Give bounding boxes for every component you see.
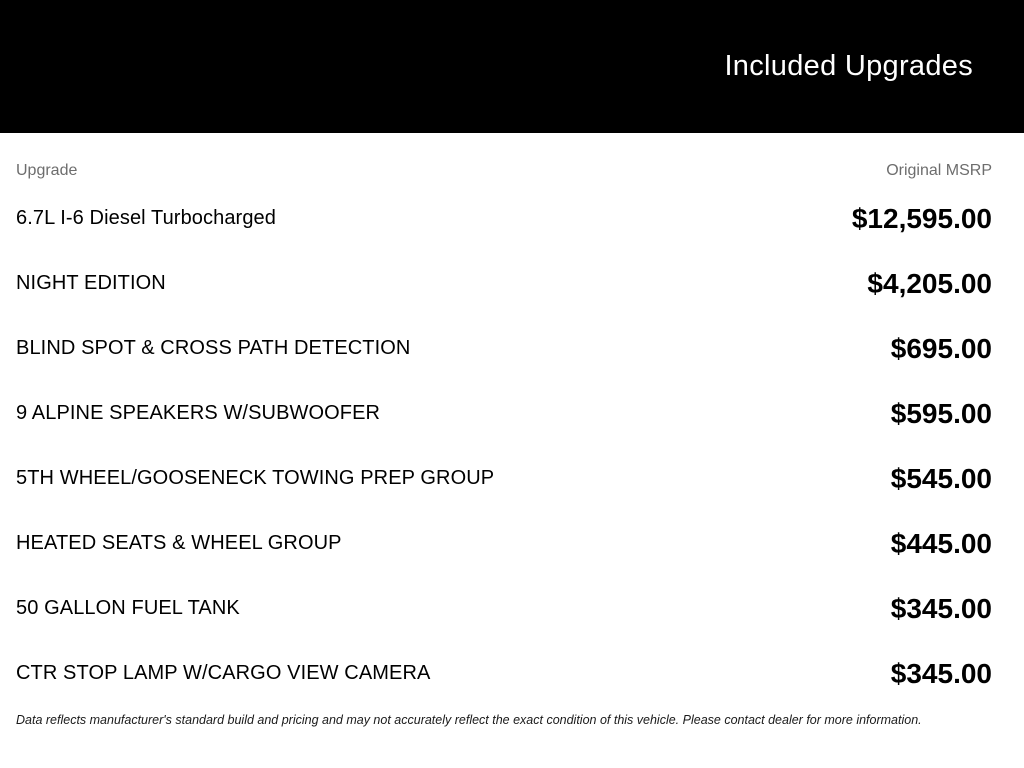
upgrades-list <box>16 186 992 706</box>
upgrade-name: 50 GALLON FUEL TANK <box>16 597 240 619</box>
upgrade-price: $4,205.00 <box>867 267 992 299</box>
upgrade-price: $445.00 <box>890 527 992 559</box>
column-header-upgrade: Upgrade <box>16 162 78 179</box>
upgrade-name: 9 ALPINE SPEAKERS W/SUBWOOFER <box>16 402 381 424</box>
header-bar <box>0 0 1024 133</box>
upgrade-price: $345.00 <box>890 592 992 624</box>
upgrade-row <box>16 316 992 381</box>
upgrade-row <box>16 576 992 641</box>
disclaimer-text: Data reflects manufacturer's standard build and pricing and may not accurately reflect the exact condition of this vehicle. Please contact dealer for more information. <box>16 713 922 727</box>
upgrades-panel <box>0 162 1024 727</box>
upgrade-row <box>16 251 992 316</box>
column-header-msrp: Original MSRP <box>886 162 992 179</box>
upgrade-name: BLIND SPOT & CROSS PATH DETECTION <box>16 337 411 359</box>
upgrade-price: $345.00 <box>890 657 992 689</box>
upgrade-name: HEATED SEATS & WHEEL GROUP <box>16 532 342 554</box>
upgrade-row <box>16 511 992 576</box>
upgrade-price: $12,595.00 <box>851 202 992 234</box>
upgrade-row <box>16 446 992 511</box>
upgrade-price: $695.00 <box>890 332 992 364</box>
upgrade-row <box>16 186 992 251</box>
upgrade-name: CTR STOP LAMP W/CARGO VIEW CAMERA <box>16 662 431 684</box>
upgrade-name: 5TH WHEEL/GOOSENECK TOWING PREP GROUP <box>16 467 495 489</box>
upgrade-name: 6.7L I-6 Diesel Turbocharged <box>16 207 276 229</box>
upgrade-row <box>16 641 992 706</box>
upgrade-price: $595.00 <box>890 397 992 429</box>
upgrade-price: $545.00 <box>890 462 992 494</box>
column-headers <box>16 162 992 180</box>
upgrade-row <box>16 381 992 446</box>
page-title: Included Upgrades <box>724 50 973 82</box>
upgrade-name: NIGHT EDITION <box>16 272 166 294</box>
